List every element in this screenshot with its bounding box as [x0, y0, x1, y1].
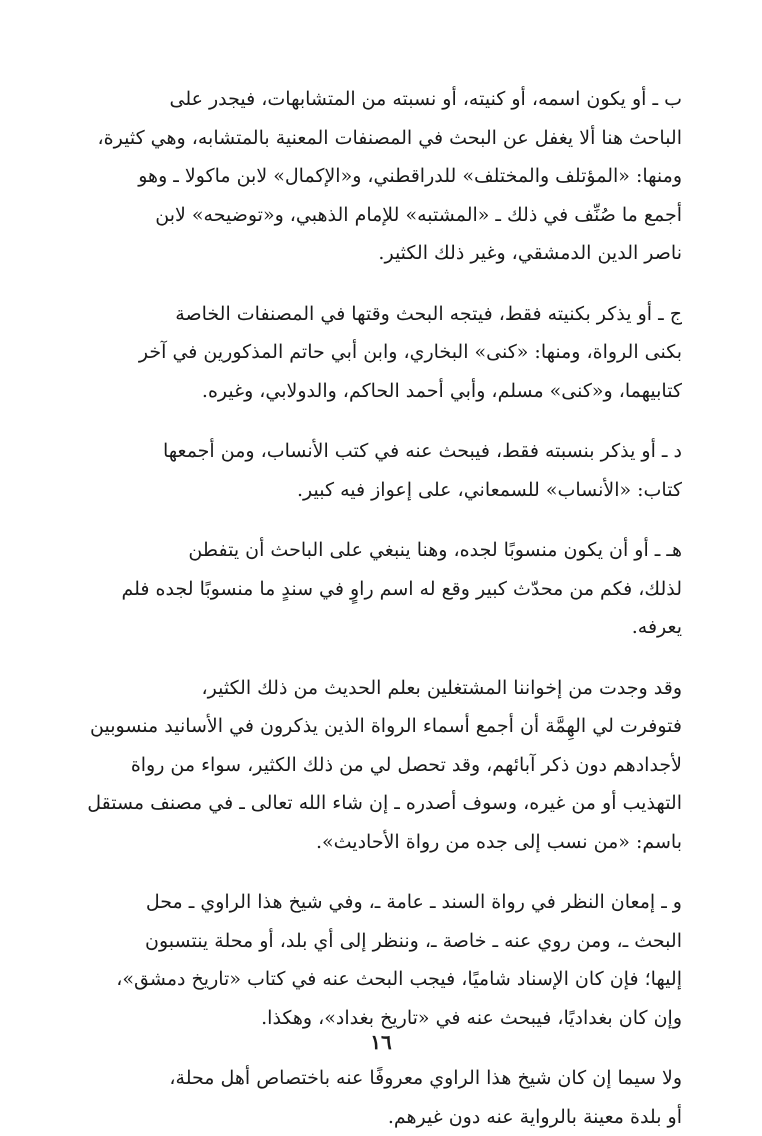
text-line: ومنها: «المؤتلف والمختلف» للدراقطني، و«الإكمال» لابن ماكولا ـ وهو: [80, 157, 682, 196]
text-line: بكنى الرواة، ومنها: «كنى» البخاري، وابن أبي حاتم المذكورين في آخر: [80, 333, 682, 372]
text-line: وقد وجدت من إخواننا المشتغلين بعلم الحديث من ذلك الكثير،: [80, 669, 682, 708]
text-line: لذلك، فكم من محدّث كبير وقع له اسم راوٍ في سندٍ ما منسوبًا لجده فلم: [80, 570, 682, 609]
text-line: فتوفرت لي الهِمَّة أن أجمع أسماء الرواة الذين يذكرون في الأسانيد منسوبين: [80, 707, 682, 746]
paragraph-h: [80, 531, 682, 647]
paragraph-d: [80, 432, 682, 509]
page-number: ١٦: [80, 1030, 682, 1054]
text-line: هـ ـ أو أن يكون منسوبًا لجده، وهنا ينبغي على الباحث أن يتفطن: [80, 531, 682, 570]
paragraph-w: [80, 883, 682, 1037]
text-line: و ـ إمعان النظر في رواة السند ـ عامة ـ، وفي شيخ هذا الراوي ـ محل: [80, 883, 682, 922]
text-line: ناصر الدين الدمشقي، وغير ذلك الكثير.: [80, 234, 682, 273]
page-body: [80, 80, 682, 1080]
text-line: د ـ أو يذكر بنسبته فقط، فيبحث عنه في كتب الأنساب، ومن أجمعها: [80, 432, 682, 471]
paragraph-b: [80, 80, 682, 273]
text-line: إليها؛ فإن كان الإسناد شاميًا، فيجب البحث عنه في كتاب «تاريخ دمشق»،: [80, 960, 682, 999]
text-line: كتابيهما، و«كنى» مسلم، وأبي أحمد الحاكم، والدولابي، وغيره.: [80, 372, 682, 411]
text-line: لأجدادهم دون ذكر آبائهم، وقد تحصل لي من ذلك الكثير، سواء من رواة: [80, 746, 682, 785]
text-line: أو بلدة معينة بالرواية عنه دون غيرهم.: [80, 1098, 682, 1136]
paragraph-author-note: [80, 669, 682, 862]
text-line: كتاب: «الأنساب» للسمعاني، على إعواز فيه كبير.: [80, 471, 682, 510]
paragraph-j: [80, 295, 682, 411]
text-line: باسم: «من نسب إلى جده من رواة الأحاديث».: [80, 823, 682, 862]
text-line: أجمع ما صُنِّف في ذلك ـ «المشتبه» للإمام الذهبي، و«توضيحه» لابن: [80, 196, 682, 235]
text-line: ج ـ أو يذكر بكنيته فقط، فيتجه البحث وقتها في المصنفات الخاصة: [80, 295, 682, 334]
text-line: ولا سيما إن كان شيخ هذا الراوي معروفًا عنه باختصاص أهل محلة،: [80, 1059, 682, 1098]
text-line: وإن كان بغداديًا، فيبحث عنه في «تاريخ بغداد»، وهكذا.: [80, 999, 682, 1038]
paragraph-closing: [80, 1059, 682, 1136]
text-line: البحث ـ، ومن روي عنه ـ خاصة ـ، وننظر إلى أي بلد، أو محلة ينتسبون: [80, 922, 682, 961]
text-line: التهذيب أو من غيره، وسوف أصدره ـ إن شاء الله تعالى ـ في مصنف مستقل: [80, 784, 682, 823]
text-line: الباحث هنا ألا يغفل عن البحث في المصنفات المعنية بالمتشابه، وهي كثيرة،: [80, 119, 682, 158]
text-line: يعرفه.: [80, 608, 682, 647]
text-line: ب ـ أو يكون اسمه، أو كنيته، أو نسبته من المتشابهات، فيجدر على: [80, 80, 682, 119]
